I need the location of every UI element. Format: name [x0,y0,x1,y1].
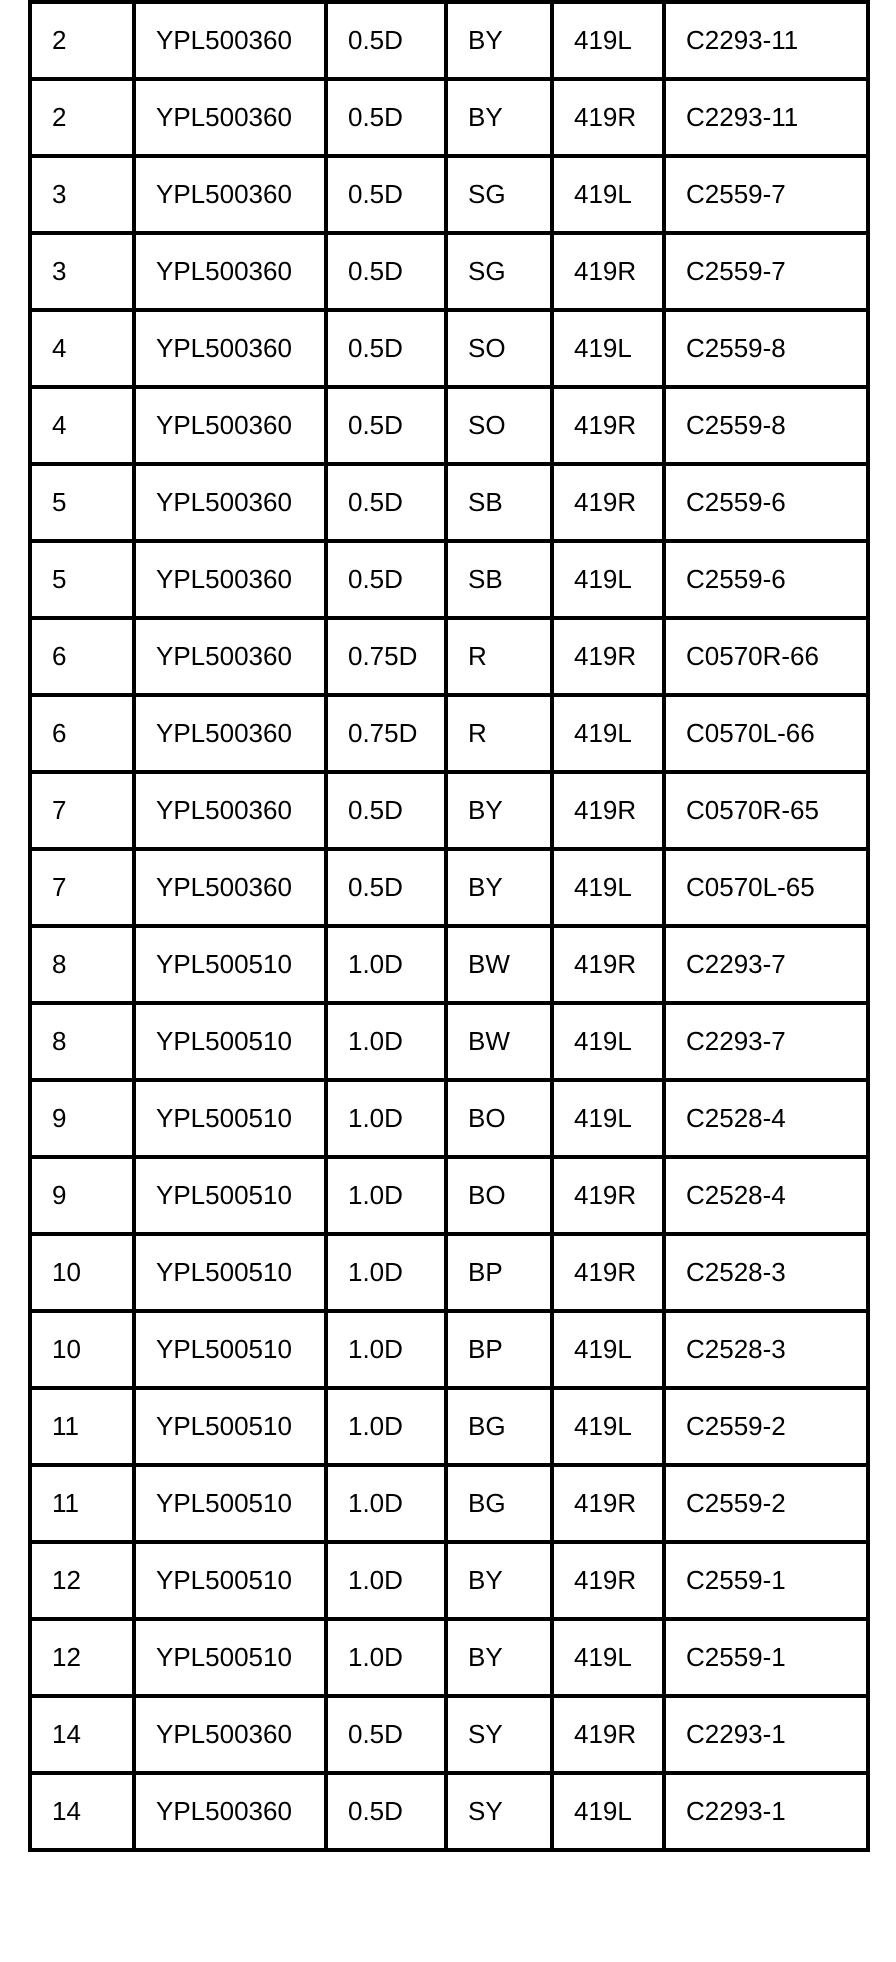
model-side-cell: 419L [552,1003,664,1080]
table-row [32,1157,866,1234]
item-number-cell: 3 [32,233,134,310]
color-code-cell: SG [446,156,552,233]
color-code-cell: R [446,695,552,772]
item-number-cell: 12 [32,1619,134,1696]
code-cell: C2528-3 [664,1311,866,1388]
color-code-cell: BP [446,1311,552,1388]
table-row [32,1388,866,1465]
item-number-cell: 14 [32,1696,134,1773]
color-code-cell: BW [446,1003,552,1080]
power-cell: 0.5D [326,156,446,233]
table-row [32,1234,866,1311]
table-row [32,79,866,156]
table-row [32,387,866,464]
model-side-cell: 419R [552,1542,664,1619]
item-number-cell: 9 [32,1080,134,1157]
part-number-cell: YPL500360 [134,310,326,387]
model-side-cell: 419R [552,464,664,541]
color-code-cell: SO [446,387,552,464]
color-code-cell: BG [446,1388,552,1465]
part-number-cell: YPL500510 [134,1542,326,1619]
power-cell: 0.5D [326,233,446,310]
color-code-cell: R [446,618,552,695]
part-number-cell: YPL500510 [134,926,326,1003]
item-number-cell: 2 [32,79,134,156]
model-side-cell: 419R [552,1465,664,1542]
power-cell: 1.0D [326,1465,446,1542]
code-cell: C2559-6 [664,541,866,618]
part-number-cell: YPL500510 [134,1080,326,1157]
power-cell: 1.0D [326,1619,446,1696]
code-cell: C2559-8 [664,387,866,464]
power-cell: 0.75D [326,618,446,695]
code-cell: C0570R-65 [664,772,866,849]
code-cell: C2293-1 [664,1773,866,1850]
model-side-cell: 419L [552,4,664,79]
power-cell: 1.0D [326,1311,446,1388]
color-code-cell: BO [446,1157,552,1234]
power-cell: 0.75D [326,695,446,772]
part-number-cell: YPL500510 [134,1234,326,1311]
part-number-cell: YPL500360 [134,4,326,79]
power-cell: 0.5D [326,387,446,464]
code-cell: C0570R-66 [664,618,866,695]
power-cell: 0.5D [326,1773,446,1850]
item-number-cell: 10 [32,1311,134,1388]
code-cell: C2293-1 [664,1696,866,1773]
color-code-cell: SY [446,1773,552,1850]
power-cell: 1.0D [326,1234,446,1311]
color-code-cell: BY [446,4,552,79]
item-number-cell: 5 [32,464,134,541]
power-cell: 0.5D [326,541,446,618]
code-cell: C0570L-66 [664,695,866,772]
model-side-cell: 419L [552,541,664,618]
color-code-cell: SO [446,310,552,387]
part-number-cell: YPL500360 [134,79,326,156]
model-side-cell: 419L [552,1773,664,1850]
code-cell: C2559-1 [664,1619,866,1696]
model-side-cell: 419L [552,310,664,387]
item-number-cell: 7 [32,772,134,849]
table-row [32,1003,866,1080]
item-number-cell: 6 [32,695,134,772]
part-number-cell: YPL500360 [134,1696,326,1773]
item-number-cell: 9 [32,1157,134,1234]
item-number-cell: 5 [32,541,134,618]
power-cell: 0.5D [326,310,446,387]
table-row [32,310,866,387]
model-side-cell: 419R [552,233,664,310]
code-cell: C2559-7 [664,233,866,310]
table-row [32,1696,866,1773]
model-side-cell: 419L [552,156,664,233]
power-cell: 0.5D [326,4,446,79]
part-number-cell: YPL500360 [134,849,326,926]
part-number-cell: YPL500510 [134,1311,326,1388]
part-number-cell: YPL500360 [134,541,326,618]
code-cell: C2528-3 [664,1234,866,1311]
part-number-cell: YPL500360 [134,772,326,849]
item-number-cell: 11 [32,1465,134,1542]
part-number-cell: YPL500360 [134,1773,326,1850]
item-number-cell: 3 [32,156,134,233]
table-row [32,4,866,79]
model-side-cell: 419R [552,79,664,156]
code-cell: C0570L-65 [664,849,866,926]
table-row [32,1773,866,1850]
model-side-cell: 419L [552,695,664,772]
power-cell: 1.0D [326,1388,446,1465]
color-code-cell: BP [446,1234,552,1311]
power-cell: 0.5D [326,772,446,849]
power-cell: 1.0D [326,1080,446,1157]
model-side-cell: 419R [552,618,664,695]
item-number-cell: 14 [32,1773,134,1850]
part-number-cell: YPL500360 [134,156,326,233]
model-side-cell: 419L [552,1080,664,1157]
part-number-cell: YPL500510 [134,1157,326,1234]
data-table-container [28,0,870,1852]
table-row [32,1619,866,1696]
color-code-cell: BY [446,849,552,926]
item-number-cell: 12 [32,1542,134,1619]
item-number-cell: 6 [32,618,134,695]
power-cell: 1.0D [326,1157,446,1234]
table-body [32,4,866,1850]
table-row [32,618,866,695]
code-cell: C2293-11 [664,4,866,79]
color-code-cell: SG [446,233,552,310]
table-row [32,541,866,618]
item-number-cell: 8 [32,926,134,1003]
table-row [32,1080,866,1157]
model-side-cell: 419L [552,1388,664,1465]
part-number-cell: YPL500360 [134,233,326,310]
table-row [32,849,866,926]
table-row [32,772,866,849]
part-number-cell: YPL500510 [134,1003,326,1080]
model-side-cell: 419L [552,1619,664,1696]
code-cell: C2559-7 [664,156,866,233]
table-row [32,156,866,233]
power-cell: 1.0D [326,926,446,1003]
table-row [32,233,866,310]
color-code-cell: BY [446,1619,552,1696]
table-row [32,1311,866,1388]
data-table [32,4,866,1852]
code-cell: C2293-7 [664,1003,866,1080]
table-row [32,1542,866,1619]
power-cell: 1.0D [326,1542,446,1619]
code-cell: C2559-1 [664,1542,866,1619]
item-number-cell: 11 [32,1388,134,1465]
item-number-cell: 7 [32,849,134,926]
part-number-cell: YPL500510 [134,1388,326,1465]
power-cell: 0.5D [326,464,446,541]
code-cell: C2559-6 [664,464,866,541]
code-cell: C2528-4 [664,1157,866,1234]
item-number-cell: 2 [32,4,134,79]
color-code-cell: BY [446,79,552,156]
code-cell: C2559-2 [664,1388,866,1465]
model-side-cell: 419L [552,849,664,926]
code-cell: C2559-2 [664,1465,866,1542]
model-side-cell: 419R [552,1234,664,1311]
code-cell: C2293-7 [664,926,866,1003]
item-number-cell: 4 [32,387,134,464]
color-code-cell: SB [446,541,552,618]
table-row [32,695,866,772]
power-cell: 0.5D [326,1696,446,1773]
table-row [32,464,866,541]
power-cell: 0.5D [326,79,446,156]
code-cell: C2293-11 [664,79,866,156]
model-side-cell: 419R [552,1696,664,1773]
color-code-cell: SB [446,464,552,541]
color-code-cell: BG [446,1465,552,1542]
item-number-cell: 4 [32,310,134,387]
code-cell: C2559-8 [664,310,866,387]
model-side-cell: 419L [552,1311,664,1388]
part-number-cell: YPL500360 [134,695,326,772]
model-side-cell: 419R [552,772,664,849]
model-side-cell: 419R [552,387,664,464]
model-side-cell: 419R [552,1157,664,1234]
part-number-cell: YPL500360 [134,387,326,464]
part-number-cell: YPL500360 [134,464,326,541]
color-code-cell: BY [446,1542,552,1619]
color-code-cell: BY [446,772,552,849]
model-side-cell: 419R [552,926,664,1003]
table-row [32,1465,866,1542]
color-code-cell: BW [446,926,552,1003]
code-cell: C2528-4 [664,1080,866,1157]
table-row [32,926,866,1003]
part-number-cell: YPL500510 [134,1465,326,1542]
item-number-cell: 10 [32,1234,134,1311]
color-code-cell: BO [446,1080,552,1157]
power-cell: 1.0D [326,1003,446,1080]
part-number-cell: YPL500360 [134,618,326,695]
color-code-cell: SY [446,1696,552,1773]
part-number-cell: YPL500510 [134,1619,326,1696]
item-number-cell: 8 [32,1003,134,1080]
power-cell: 0.5D [326,849,446,926]
